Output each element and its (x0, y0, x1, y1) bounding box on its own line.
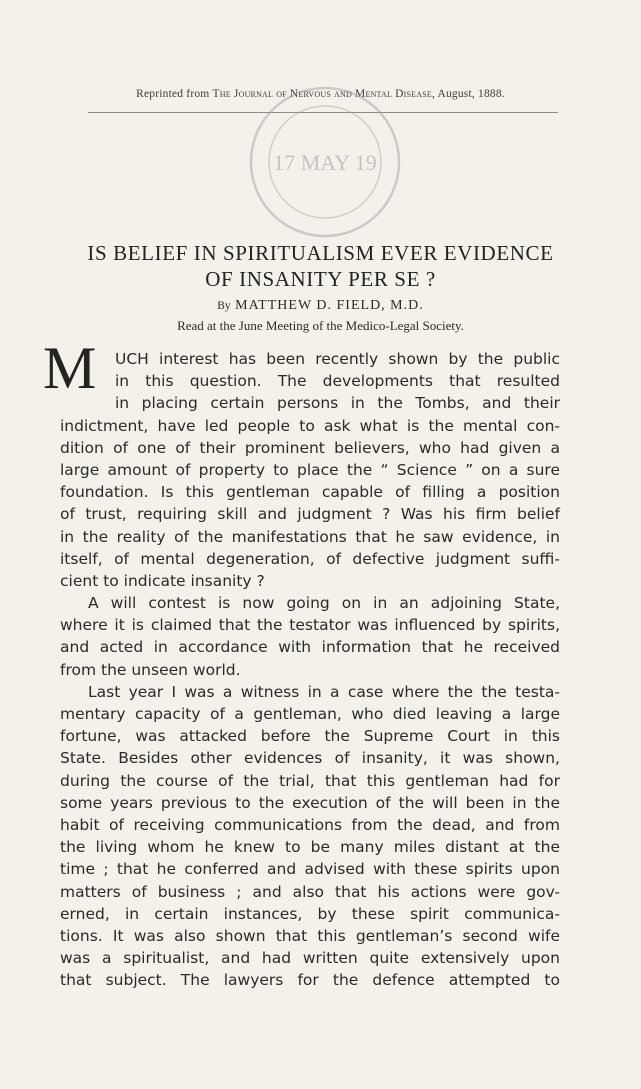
text-line: the living whom he knew to be many miles distant at the (60, 838, 560, 857)
text-line: State. Besides other evidences of insanity, it was shown, (60, 749, 560, 768)
text-line: itself, of mental degeneration, of defective judgment suffi- (60, 549, 560, 568)
text-line: A will contest is now going on in an adjoining State, (88, 594, 560, 613)
text-line: dition of one of their prominent believers, who had given a (60, 438, 560, 457)
byline-prefix: By (217, 300, 231, 312)
library-stamp-icon (245, 82, 405, 242)
text-line: and acted in accordance with information that he received (60, 638, 560, 657)
text-line: habit of receiving communications from the dead, and from (60, 815, 560, 834)
text-line: cient to indicate insanity ? (60, 571, 265, 590)
author-name: MATTHEW D. FIELD, M.D. (235, 298, 424, 313)
drop-cap: M (43, 335, 97, 401)
presentation-note: Read at the June Meeting of the Medico-Legal Society. (177, 318, 464, 333)
text-line: in the reality of the manifestations that he saw evidence, in (60, 527, 560, 546)
text-line: indictment, have led people to ask what is the mental con- (60, 416, 560, 435)
title-line-1: IS BELIEF IN SPIRITUALISM EVER EVIDENCE (87, 241, 554, 265)
article-title (0, 240, 641, 292)
text-line: mentary capacity of a gentleman, who died leaving a large (60, 705, 560, 723)
text-line: fortune, was attacked before the Supreme Court in this (60, 727, 560, 746)
text-line: UCH interest has been recently shown by the public (115, 350, 560, 368)
text-line: was a spiritualist, and had written quite extensively upon (60, 949, 560, 968)
text-line: that subject. The lawyers for the defence attempted to (60, 971, 560, 990)
text-line: large amount of property to place the “ Science ” on a sure (60, 460, 560, 479)
stamp-date: 17 MAY 19 (273, 150, 377, 175)
reprint-prefix: Reprinted from (136, 88, 210, 100)
text-line: in placing certain persons in the Tombs, and their (115, 394, 560, 413)
journal-name: The Journal of Nervous and Mental Disease (212, 88, 432, 100)
text-line: where it is claimed that the testator was influenced by spirits, (60, 616, 560, 635)
reprint-suffix: , August, 1888. (431, 88, 505, 100)
text-line: erned, in certain instances, by these spirit communica- (60, 904, 560, 923)
text-line: Last year I was a witness in a case where the the testa- (88, 682, 560, 701)
text-line: some years previous to the execution of the will been in the (60, 793, 560, 812)
text-line: foundation. Is this gentleman capable of filling a position (60, 483, 560, 502)
byline (0, 298, 641, 314)
text-line: tions. It was also shown that this gentleman’s second wife (60, 926, 560, 945)
text-line: in this question. The developments that resulted (115, 372, 560, 391)
text-line: time ; that he conferred and advised with these spirits upon (60, 860, 560, 879)
title-line-2: OF INSANITY PER SE ? (205, 267, 436, 291)
text-line: during the course of the trial, that this gentleman had for (60, 771, 560, 790)
text-line: from the unseen world. (60, 660, 241, 679)
text-line: of trust, requiring skill and judgment ? Was his firm belief (60, 505, 560, 524)
text-line: matters of business ; and also that his actions were gov- (60, 882, 560, 901)
article-body (60, 348, 560, 991)
